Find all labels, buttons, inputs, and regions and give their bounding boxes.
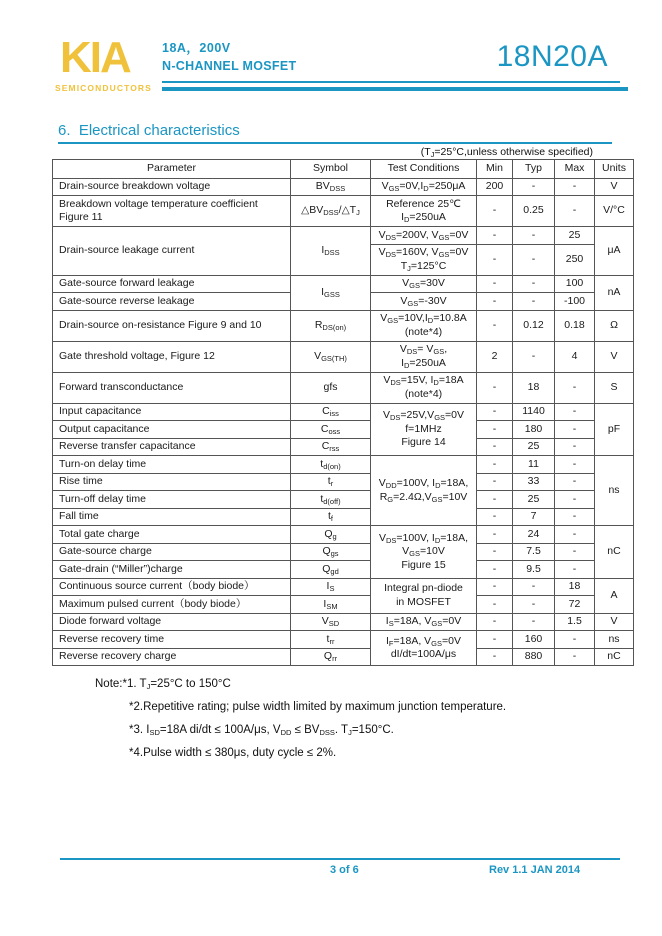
table-cell: - (513, 613, 555, 631)
table-cell: 0.25 (513, 196, 555, 227)
table-cell: 1140 (513, 403, 555, 421)
table-row (53, 438, 634, 456)
table-cell: - (477, 403, 513, 421)
spec-condition-note: ($T_J=25^\circ C,unless$ otherwise specified) (420, 146, 593, 159)
table-cell: - (513, 578, 555, 596)
table-cell: - (477, 310, 513, 341)
table-cell: $Q_{gd}$ (291, 561, 371, 579)
table-cell: - (513, 178, 555, 196)
table-row (53, 227, 634, 245)
table-cell: - (477, 227, 513, 245)
table-cell: Drain-source leakage current (53, 227, 291, 276)
table-cell: $V_{GS}=30V$ (371, 275, 477, 293)
table-cell: - (513, 293, 555, 311)
table-row (53, 421, 634, 439)
table-row (53, 473, 634, 491)
table-cell: Output capacitance (53, 421, 291, 439)
device-rating (162, 38, 296, 73)
table-cell: $t_{d(off)}$ (291, 491, 371, 509)
column-header: Typ (513, 160, 555, 179)
table-cell: S (595, 372, 634, 403)
table-cell: $I_{SM}$ (291, 596, 371, 614)
table-cell: - (477, 613, 513, 631)
brand-logo (55, 33, 152, 93)
table-cell: - (477, 275, 513, 293)
table-row (53, 275, 634, 293)
table-row (53, 578, 634, 596)
table-cell: - (477, 244, 513, 275)
table-cell: Continuous source current（body biode） (53, 578, 291, 596)
table-cell: Fall time (53, 508, 291, 526)
table-cell: $\triangle BV_{DSS}/\triangle T_J$ (291, 196, 371, 227)
table-cell: Drain-source on-resistance Figure 9 and 10 (53, 310, 291, 341)
footer-rule (60, 858, 620, 860)
table-cell: $V_{GS(TH)}$ (291, 341, 371, 372)
table-cell: - (477, 438, 513, 456)
table-cell: $t_f$ (291, 508, 371, 526)
table-cell: $V_{DS}=100V$, $I_D=18A$, $V_{GS}=10V$ Figure 15 (371, 526, 477, 579)
table-row (53, 631, 634, 649)
notes-block (95, 678, 662, 759)
table-cell: V (595, 613, 634, 631)
table-cell: A (595, 578, 634, 613)
table-cell: $V_{GS}=0V,I_D=250\mu A$ (371, 178, 477, 196)
table-cell: $V_{DS}=25V,V_{GS}=0V$ f=1MHz Figure 14 (371, 403, 477, 456)
table-cell: 7 (513, 508, 555, 526)
table-cell: Reverse transfer capacitance (53, 438, 291, 456)
table-cell: 250 (555, 244, 595, 275)
table-cell: - (555, 508, 595, 526)
table-cell: Diode forward voltage (53, 613, 291, 631)
table-cell: 160 (513, 631, 555, 649)
page-number: 3 of 6 (330, 864, 359, 876)
table-cell: $I_{DSS}$ (291, 227, 371, 276)
header-rule-thin (162, 81, 620, 83)
table-cell: - (555, 648, 595, 666)
table-cell: - (477, 421, 513, 439)
table-cell: V (595, 178, 634, 196)
table-cell: - (477, 596, 513, 614)
table-cell: - (555, 178, 595, 196)
table-cell: - (477, 543, 513, 561)
table-cell: Rise time (53, 473, 291, 491)
table-cell: 0.18 (555, 310, 595, 341)
table-cell: 9.5 (513, 561, 555, 579)
table-cell: - (555, 456, 595, 474)
table-cell: nC (595, 648, 634, 666)
table-cell: 25 (555, 227, 595, 245)
table-row (53, 561, 634, 579)
column-header: Units (595, 160, 634, 179)
table-cell: $C_{oss}$ (291, 421, 371, 439)
table-cell: - (555, 526, 595, 544)
table-cell: $I_S=18A$, $V_{GS}=0V$ (371, 613, 477, 631)
table-cell: 0.12 (513, 310, 555, 341)
table-cell: 18 (555, 578, 595, 596)
table-cell: $V_{GS}=10V,I_D=10.8A$ (note*4) (371, 310, 477, 341)
page-header (0, 0, 662, 122)
note-line: Note:*1. $T_J=25^\circ C$ to 150°C (95, 678, 231, 691)
table-cell: - (555, 631, 595, 649)
table-cell: μA (595, 227, 634, 276)
table-cell: Ω (595, 310, 634, 341)
table-cell: $C_{iss}$ (291, 403, 371, 421)
table-cell: $V_{GS}=-30V$ (371, 293, 477, 311)
table-cell: 2 (477, 341, 513, 372)
table-cell: Reverse recovery time (53, 631, 291, 649)
table-cell: ns (595, 631, 634, 649)
table-cell: $V_{DS}=160V$, $V_{GS}=0V$ $T_J=125^\circ C$ (371, 244, 477, 275)
table-cell: Gate-source forward leakage (53, 275, 291, 293)
table-cell: Gate-drain (“Miller”)charge (53, 561, 291, 579)
table-cell: $BV_{DSS}$ (291, 178, 371, 196)
brand-logo-text: KIA (60, 33, 130, 82)
table-row (53, 341, 634, 372)
table-row (53, 178, 634, 196)
table-cell: Turn-off delay time (53, 491, 291, 509)
table-cell: Gate-source reverse leakage (53, 293, 291, 311)
table-cell: $R_{DS(on)}$ (291, 310, 371, 341)
table-cell: $Q_{gs}$ (291, 543, 371, 561)
table-cell: Turn-on delay time (53, 456, 291, 474)
note-line: *3. $I_{SD}=18A$ di/dt ≤ 100A/μs, $V_{DD} \le BV_{DSS}$. $T_J=150^\circ C$. (129, 724, 394, 737)
table-row (53, 310, 634, 341)
table-cell: - (477, 491, 513, 509)
table-row (53, 543, 634, 561)
table-cell: - (555, 421, 595, 439)
table-cell: - (477, 456, 513, 474)
table-header-row (53, 160, 634, 179)
table-cell: nA (595, 275, 634, 310)
device-rating-line1: 18A，200V (162, 41, 231, 55)
note-line: *2.Repetitive rating; pulse width limited by maximum junction temperature. (129, 701, 507, 713)
column-header: Test Conditions (371, 160, 477, 179)
column-header: Max (555, 160, 595, 179)
table-cell: - (477, 473, 513, 491)
table-cell: $t_{d(on)}$ (291, 456, 371, 474)
table-row (53, 372, 634, 403)
table-cell: - (555, 561, 595, 579)
device-rating-line2: N-CHANNEL MOSFET (162, 59, 297, 73)
table-cell: $I_{GSS}$ (291, 275, 371, 310)
table-cell: - (477, 631, 513, 649)
table-cell: Reverse recovery charge (53, 648, 291, 666)
column-header: Symbol (291, 160, 371, 179)
table-cell: - (513, 244, 555, 275)
table-cell: - (555, 196, 595, 227)
table-cell: - (477, 196, 513, 227)
table-cell: 72 (555, 596, 595, 614)
table-cell: - (477, 508, 513, 526)
table-cell: Gate threshold voltage, Figure 12 (53, 341, 291, 372)
table-cell: 4 (555, 341, 595, 372)
table-cell: - (513, 275, 555, 293)
table-cell: Integral pn-diode in MOSFET (371, 578, 477, 613)
table-cell: $V_{DD}=100V$, $I_D=18A$, $R_G=2.4\Omega,V_{GS}=10V$ (371, 456, 477, 526)
table-cell: Gate-source charge (53, 543, 291, 561)
table-cell: - (555, 403, 595, 421)
table-cell: $V_{DS}=15V$, $I_D=18A$ (note*4) (371, 372, 477, 403)
table-row (53, 491, 634, 509)
table-cell: $Q_{rr}$ (291, 648, 371, 666)
electrical-characteristics-table (52, 159, 634, 666)
table-cell: 200 (477, 178, 513, 196)
table-cell: 880 (513, 648, 555, 666)
table-cell: 33 (513, 473, 555, 491)
table-cell: 7.5 (513, 543, 555, 561)
revision-label: Rev 1.1 JAN 2014 (489, 864, 581, 876)
table-row (53, 403, 634, 421)
table-cell: $Q_g$ (291, 526, 371, 544)
table-cell: 25 (513, 438, 555, 456)
table-cell: - (513, 227, 555, 245)
table-cell: $V_{SD}$ (291, 613, 371, 631)
table-row (53, 456, 634, 474)
section-title: 6. Electrical characteristics (58, 122, 612, 144)
table-cell: - (555, 491, 595, 509)
table-cell: $C_{rss}$ (291, 438, 371, 456)
table-cell: 180 (513, 421, 555, 439)
note-line: *4.Pulse width ≤ 380μs, duty cycle ≤ 2%. (129, 747, 337, 759)
table-cell: - (477, 578, 513, 596)
table-cell: - (513, 596, 555, 614)
table-cell: - (477, 648, 513, 666)
table-cell: Drain-source breakdown voltage (53, 178, 291, 196)
table-cell: $V_{DS}= V_{GS}$, $I_D=250uA$ (371, 341, 477, 372)
column-header: Parameter (53, 160, 291, 179)
table-cell: Forward transconductance (53, 372, 291, 403)
table-cell: $V_{DS}=200V$, $V_{GS}=0V$ (371, 227, 477, 245)
table-cell: pF (595, 403, 634, 456)
table-cell: ns (595, 456, 634, 526)
table-cell: $t_{rr}$ (291, 631, 371, 649)
table-row (53, 196, 634, 227)
table-cell: Reference 25℃ $I_D=250uA$ (371, 196, 477, 227)
table-cell: - (555, 438, 595, 456)
table-row (53, 596, 634, 614)
column-header: Min (477, 160, 513, 179)
table-cell: 1.5 (555, 613, 595, 631)
table-cell: 18 (513, 372, 555, 403)
table-row (53, 526, 634, 544)
table-cell: -100 (555, 293, 595, 311)
table-cell: Maximum pulsed current（body biode） (53, 596, 291, 614)
table-cell: - (477, 526, 513, 544)
brand-logo-subtitle: SEMICONDUCTORS (55, 83, 152, 93)
table-cell: Total gate charge (53, 526, 291, 544)
table-cell: $I_S$ (291, 578, 371, 596)
table-cell: - (555, 473, 595, 491)
table-cell: - (555, 543, 595, 561)
part-number: 18N20A (496, 40, 608, 73)
table-row (53, 508, 634, 526)
table-row (53, 613, 634, 631)
table-cell: - (477, 293, 513, 311)
table-cell: 24 (513, 526, 555, 544)
table-cell: Breakdown voltage temperature coefficient Figure 11 (53, 196, 291, 227)
table-cell: - (477, 372, 513, 403)
table-cell: $I_F=18A$, $V_{GS}=0V$ dI/dt=100A/μs (371, 631, 477, 666)
table-row (53, 648, 634, 666)
table-cell: 25 (513, 491, 555, 509)
table-cell: - (477, 561, 513, 579)
table-cell: Input capacitance (53, 403, 291, 421)
table-cell: 11 (513, 456, 555, 474)
header-rule-thick (162, 87, 628, 91)
table-cell: V/°C (595, 196, 634, 227)
table-cell: 100 (555, 275, 595, 293)
table-cell: $t_r$ (291, 473, 371, 491)
table-cell: V (595, 341, 634, 372)
table-cell: - (513, 341, 555, 372)
table-cell: nC (595, 526, 634, 579)
table-cell: gfs (291, 372, 371, 403)
table-cell: - (555, 372, 595, 403)
